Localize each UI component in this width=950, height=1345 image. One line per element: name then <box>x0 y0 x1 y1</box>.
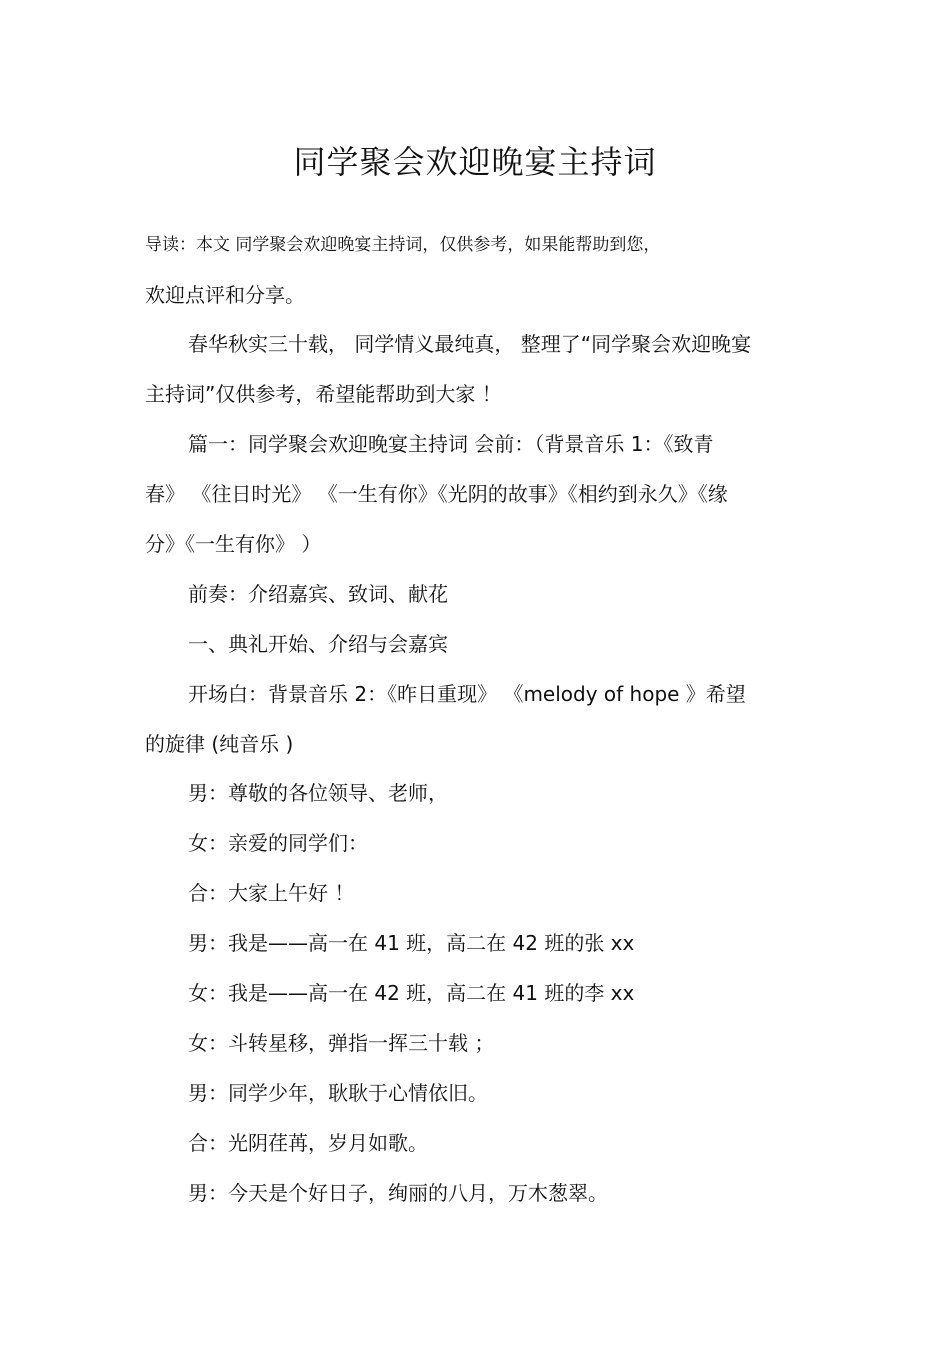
dialogue-line: 男：我是——高一在 41 班，高二在 42 班的张 xx <box>188 931 635 955</box>
dialogue-line: 女：亲爱的同学们： <box>188 831 368 855</box>
paragraph-line: 开场白：背景音乐 2：《昨日重现》 《melody of hope 》希望 <box>188 682 746 706</box>
intro-line-2: 欢迎点评和分享。 <box>145 283 305 307</box>
dialogue-line: 女：我是——高一在 42 班，高二在 41 班的李 xx <box>188 981 635 1005</box>
dialogue-line: 男：尊敬的各位领导、老师， <box>188 781 448 805</box>
paragraph-line: 分》《一生有你》 ） <box>145 532 322 556</box>
section-heading: 一、典礼开始、介绍与会嘉宾 <box>188 632 448 656</box>
intro-line-1: 导读：本文 同学聚会欢迎晚宴主持词，仅供参考，如果能帮助到您， <box>145 235 661 255</box>
dialogue-line: 男：同学少年，耿耿于心情依旧。 <box>188 1081 488 1105</box>
paragraph-line: 的旋律 (纯音乐 ) <box>145 732 294 756</box>
paragraph-line: 篇一：同学聚会欢迎晚宴主持词 会前：（背景音乐 1：《致青 <box>188 432 714 456</box>
paragraph-line: 主持词”仅供参考，希望能帮助到大家 ！ <box>145 382 502 406</box>
paragraph-line: 前奏：介绍嘉宾、致词、献花 <box>188 582 448 606</box>
paragraph-line: 春》 《往日时光》 《一生有你》《光阴的故事》《相约到永久》《缘 <box>145 482 728 506</box>
dialogue-line: 合：大家上午好 ！ <box>188 881 355 905</box>
dialogue-line: 合：光阴荏苒，岁月如歌。 <box>188 1131 428 1155</box>
dialogue-line: 女：斗转星移，弹指一挥三十载 ； <box>188 1031 495 1055</box>
paragraph-line: 春华秋实三十载， 同学情义最纯真， 整理了“同学聚会欢迎晚宴 <box>188 332 752 356</box>
dialogue-line: 男：今天是个好日子，绚丽的八月，万木葱翠。 <box>188 1181 608 1205</box>
document-title: 同学聚会欢迎晚宴主持词 <box>293 143 657 181</box>
